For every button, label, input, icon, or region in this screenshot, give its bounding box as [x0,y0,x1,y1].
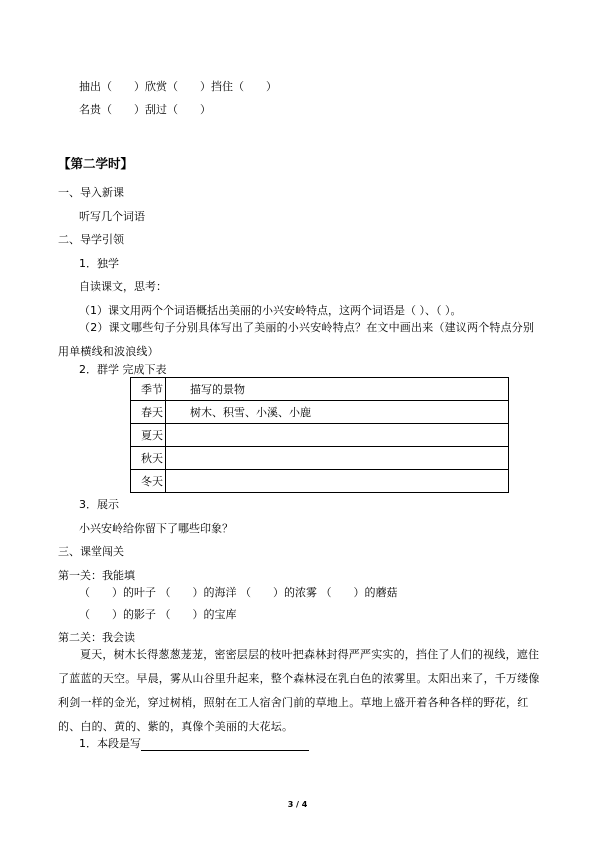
table-row [131,401,509,424]
task-1 [79,737,309,751]
subsection-2-title: 2．群学 完成下表 [79,363,167,376]
task-1-label: 1．本段是写 [79,737,141,750]
subsection-1-text: 自读课文，思考： [79,280,167,293]
word-row-2: 名贵（ ）刮过（ ） [79,103,211,116]
subsection-3-title: 3．展示 [79,498,119,511]
table-row [131,447,509,470]
section-1-title: 一、导入新课 [58,186,124,199]
table-cell: 夏天 [131,424,166,447]
page-number: 3 / 4 [287,800,308,809]
question-2: （2）课文哪些句子分别具体写出了美丽的小兴安岭特点？在文中画出来（建议两个特点分别用单横线和波浪线） [58,321,535,358]
section-2-title: 二、导学引领 [58,233,124,246]
table-cell [166,447,509,470]
table-cell [166,424,509,447]
table-header-cell: 描写的景物 [166,378,509,401]
subsection-3-text: 小兴安岭给你留下了哪些印象？ [79,522,233,535]
table-cell: 树木、积雪、小溪、小鹿 [166,401,509,424]
table-cell: 春天 [131,401,166,424]
table-row [131,424,509,447]
table-cell [166,470,509,493]
section-1-text: 听写几个词语 [79,210,145,223]
fill-row-2: （ ）的影子 （ ）的宝库 [79,608,237,621]
table-cell: 秋天 [131,447,166,470]
table-header-row [131,378,509,401]
season-table [130,377,509,493]
table-header-cell: 季节 [131,378,166,401]
table-row [131,470,509,493]
question-1: （1）课文用两个个词语概括出美丽的小兴安岭特点，这两个词语是（ ）、（ ）。 [79,304,462,317]
table-cell: 冬天 [131,470,166,493]
fill-row-1: （ ）的叶子 （ ）的海洋 （ ）的浓雾 （ ）的蘑菇 [79,586,398,599]
section-heading: 【第二学时】 [58,156,134,171]
answer-blank [141,738,309,751]
level-1-title: 第一关：我能填 [58,569,135,582]
section-3-title: 三、课堂闯关 [58,545,124,558]
word-row-1: 抽出（ ）欣赏（ ）挡住（ ） [79,80,277,93]
reading-passage: 夏天，树木长得葱葱茏茏，密密层层的枝叶把森林封得严严实实的，挡住了人们的视线，遮住了蓝蓝的天空。早晨，雾从山谷里升起来，整个森林浸在乳白色的浓雾里。太阳出来了，千万缕像利剑一样的金光，穿过树梢，照射在工人宿舍门前的草地上。草地上盛开着各种各样的野花，红的、白的、黄的、紫的，真像个美丽的大花坛。 [58,648,540,733]
subsection-1-title: 1．独学 [79,257,119,270]
level-2-title: 第二关：我会读 [58,631,135,644]
